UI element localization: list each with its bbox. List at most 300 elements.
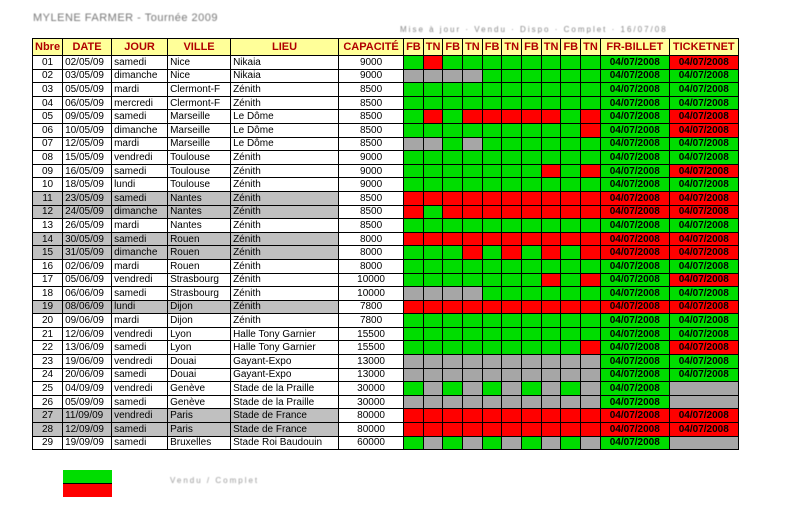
status-cell <box>423 56 443 70</box>
status-cell <box>522 110 542 124</box>
status-cell <box>581 151 601 165</box>
cell-n: 18 <box>33 287 63 301</box>
status-cell <box>463 83 483 97</box>
cell-fr-billet: 04/07/2008 <box>600 110 669 124</box>
status-cell <box>423 355 443 369</box>
status-cell <box>423 178 443 192</box>
cell-n: 23 <box>33 355 63 369</box>
cell-ville: Rouen <box>168 232 231 246</box>
cell-lieu: Stade de France <box>231 409 339 423</box>
status-cell <box>522 355 542 369</box>
table-row <box>33 355 739 369</box>
table-row <box>33 368 739 382</box>
cell-fr-billet: 04/07/2008 <box>600 273 669 287</box>
status-cell <box>581 409 601 423</box>
status-cell <box>561 232 581 246</box>
cell-n: 17 <box>33 273 63 287</box>
status-cell <box>423 368 443 382</box>
cell-cap: 8000 <box>339 259 404 273</box>
status-cell <box>581 83 601 97</box>
status-cell <box>561 151 581 165</box>
status-cell <box>561 355 581 369</box>
status-cell <box>423 164 443 178</box>
status-cell <box>502 191 522 205</box>
status-cell <box>423 409 443 423</box>
status-cell <box>482 395 502 409</box>
status-cell <box>423 382 443 396</box>
table-row <box>33 205 739 219</box>
status-cell <box>522 69 542 83</box>
status-cell <box>482 423 502 437</box>
status-cell <box>522 151 542 165</box>
cell-ville: Lyon <box>168 327 231 341</box>
status-cell <box>443 164 463 178</box>
cell-fr-billet: 04/07/2008 <box>600 327 669 341</box>
status-cell <box>541 110 561 124</box>
cell-ville: Toulouse <box>168 151 231 165</box>
cell-fr-billet: 04/07/2008 <box>600 164 669 178</box>
table-row <box>33 436 739 450</box>
status-cell <box>581 69 601 83</box>
cell-ticketnet: 04/07/2008 <box>669 219 738 233</box>
status-cell <box>502 205 522 219</box>
status-cell <box>522 219 542 233</box>
status-cell <box>561 314 581 328</box>
cell-ville: Douai <box>168 368 231 382</box>
cell-ticketnet: 04/07/2008 <box>669 368 738 382</box>
table-row <box>33 219 739 233</box>
table-row <box>33 314 739 328</box>
status-cell <box>561 395 581 409</box>
cell-ville: Nantes <box>168 219 231 233</box>
table-row <box>33 395 739 409</box>
status-cell <box>404 83 424 97</box>
cell-date: 19/09/09 <box>63 436 112 450</box>
status-cell <box>522 123 542 137</box>
cell-ticketnet: 04/07/2008 <box>669 300 738 314</box>
status-cell <box>561 219 581 233</box>
status-cell <box>463 409 483 423</box>
table-row <box>33 409 739 423</box>
status-cell <box>463 232 483 246</box>
status-cell <box>404 423 424 437</box>
status-cell <box>463 137 483 151</box>
status-cell <box>502 69 522 83</box>
cell-ticketnet: 04/07/2008 <box>669 56 738 70</box>
status-cell <box>502 314 522 328</box>
cell-jour: samedi <box>112 423 168 437</box>
column-header: Nbre <box>33 39 63 56</box>
status-cell <box>522 436 542 450</box>
column-header: FB <box>404 39 424 56</box>
status-cell <box>482 259 502 273</box>
cell-cap: 9000 <box>339 56 404 70</box>
status-cell <box>463 96 483 110</box>
cell-fr-billet: 04/07/2008 <box>600 423 669 437</box>
status-cell <box>541 219 561 233</box>
status-cell <box>482 436 502 450</box>
cell-cap: 8500 <box>339 137 404 151</box>
cell-ville: Dijon <box>168 300 231 314</box>
status-cell <box>423 259 443 273</box>
tour-table <box>32 38 739 450</box>
cell-cap: 7800 <box>339 300 404 314</box>
status-cell <box>443 205 463 219</box>
status-cell <box>502 409 522 423</box>
status-cell <box>463 355 483 369</box>
page-title: MYLENE FARMER - Tournée 2009 <box>33 12 218 24</box>
cell-cap: 8500 <box>339 96 404 110</box>
cell-date: 31/05/09 <box>63 246 112 260</box>
cell-ticketnet: 04/07/2008 <box>669 232 738 246</box>
status-cell <box>443 69 463 83</box>
status-cell <box>423 123 443 137</box>
cell-ville: Bruxelles <box>168 436 231 450</box>
cell-ticketnet: 04/07/2008 <box>669 273 738 287</box>
status-cell <box>443 423 463 437</box>
status-cell <box>581 314 601 328</box>
status-cell <box>482 137 502 151</box>
cell-ticketnet: 04/07/2008 <box>669 96 738 110</box>
status-cell <box>502 56 522 70</box>
cell-ticketnet: 04/07/2008 <box>669 287 738 301</box>
table-row <box>33 327 739 341</box>
status-cell <box>561 273 581 287</box>
status-cell <box>482 314 502 328</box>
cell-date: 12/06/09 <box>63 327 112 341</box>
status-cell <box>522 205 542 219</box>
status-cell <box>541 287 561 301</box>
status-cell <box>482 83 502 97</box>
cell-jour: vendredi <box>112 327 168 341</box>
status-cell <box>423 219 443 233</box>
cell-ville: Toulouse <box>168 178 231 192</box>
status-cell <box>463 191 483 205</box>
column-header: JOUR <box>112 39 168 56</box>
status-cell <box>423 96 443 110</box>
status-cell <box>581 246 601 260</box>
status-cell <box>443 300 463 314</box>
status-cell <box>463 341 483 355</box>
cell-date: 08/06/09 <box>63 300 112 314</box>
status-cell <box>482 110 502 124</box>
cell-date: 05/09/09 <box>63 395 112 409</box>
cell-ticketnet: 04/07/2008 <box>669 259 738 273</box>
cell-lieu: Halle Tony Garnier <box>231 327 339 341</box>
cell-fr-billet: 04/07/2008 <box>600 191 669 205</box>
cell-lieu: Zénith <box>231 191 339 205</box>
cell-n: 13 <box>33 219 63 233</box>
cell-jour: dimanche <box>112 123 168 137</box>
cell-n: 29 <box>33 436 63 450</box>
table-row <box>33 232 739 246</box>
cell-ticketnet: 04/07/2008 <box>669 110 738 124</box>
status-cell <box>404 287 424 301</box>
status-cell <box>561 191 581 205</box>
status-cell <box>404 164 424 178</box>
cell-fr-billet: 04/07/2008 <box>600 395 669 409</box>
cell-lieu: Stade de la Praille <box>231 395 339 409</box>
status-cell <box>443 123 463 137</box>
cell-jour: dimanche <box>112 69 168 83</box>
status-cell <box>581 110 601 124</box>
cell-fr-billet: 04/07/2008 <box>600 259 669 273</box>
cell-jour: vendredi <box>112 382 168 396</box>
status-cell <box>581 96 601 110</box>
cell-date: 12/09/09 <box>63 423 112 437</box>
status-cell <box>541 382 561 396</box>
cell-ticketnet: 04/07/2008 <box>669 355 738 369</box>
cell-fr-billet: 04/07/2008 <box>600 287 669 301</box>
status-cell <box>561 259 581 273</box>
cell-jour: dimanche <box>112 205 168 219</box>
cell-fr-billet: 04/07/2008 <box>600 341 669 355</box>
table-row <box>33 164 739 178</box>
status-cell <box>463 246 483 260</box>
status-cell <box>482 246 502 260</box>
status-cell <box>561 164 581 178</box>
cell-ticketnet: 04/07/2008 <box>669 83 738 97</box>
status-cell <box>541 423 561 437</box>
cell-n: 04 <box>33 96 63 110</box>
table-row <box>33 259 739 273</box>
cell-fr-billet: 04/07/2008 <box>600 151 669 165</box>
status-cell <box>443 341 463 355</box>
status-cell <box>522 137 542 151</box>
status-cell <box>443 137 463 151</box>
cell-ville: Lyon <box>168 341 231 355</box>
cell-cap: 9000 <box>339 178 404 192</box>
cell-ville: Strasbourg <box>168 273 231 287</box>
table-row <box>33 382 739 396</box>
cell-cap: 80000 <box>339 409 404 423</box>
status-cell <box>581 164 601 178</box>
cell-n: 27 <box>33 409 63 423</box>
status-cell <box>423 151 443 165</box>
status-cell <box>522 368 542 382</box>
cell-fr-billet: 04/07/2008 <box>600 83 669 97</box>
status-cell <box>482 151 502 165</box>
table-row <box>33 341 739 355</box>
status-cell <box>404 409 424 423</box>
status-cell <box>522 232 542 246</box>
status-cell <box>463 110 483 124</box>
status-cell <box>423 83 443 97</box>
cell-n: 24 <box>33 368 63 382</box>
table-row <box>33 178 739 192</box>
cell-jour: lundi <box>112 300 168 314</box>
status-cell <box>404 368 424 382</box>
status-cell <box>581 300 601 314</box>
status-cell <box>423 246 443 260</box>
cell-ville: Marseille <box>168 137 231 151</box>
status-cell <box>404 232 424 246</box>
status-cell <box>423 287 443 301</box>
status-cell <box>581 423 601 437</box>
cell-cap: 9000 <box>339 151 404 165</box>
status-cell <box>502 259 522 273</box>
status-cell <box>463 151 483 165</box>
status-cell <box>581 232 601 246</box>
status-cell <box>443 314 463 328</box>
cell-cap: 60000 <box>339 436 404 450</box>
status-cell <box>502 341 522 355</box>
column-header: LIEU <box>231 39 339 56</box>
status-cell <box>482 300 502 314</box>
status-cell <box>423 273 443 287</box>
column-header: DATE <box>63 39 112 56</box>
status-cell <box>561 123 581 137</box>
cell-lieu: Gayant-Expo <box>231 368 339 382</box>
cell-cap: 8500 <box>339 123 404 137</box>
status-cell <box>482 409 502 423</box>
table-row <box>33 137 739 151</box>
status-cell <box>463 314 483 328</box>
cell-date: 12/05/09 <box>63 137 112 151</box>
status-cell <box>443 368 463 382</box>
status-cell <box>404 110 424 124</box>
status-cell <box>561 205 581 219</box>
status-cell <box>482 96 502 110</box>
status-cell <box>541 83 561 97</box>
status-cell <box>522 314 542 328</box>
cell-jour: mercredi <box>112 96 168 110</box>
cell-ticketnet: 04/07/2008 <box>669 409 738 423</box>
status-cell <box>404 273 424 287</box>
status-cell <box>581 355 601 369</box>
status-cell <box>502 287 522 301</box>
cell-jour: samedi <box>112 110 168 124</box>
status-cell <box>522 287 542 301</box>
status-cell <box>581 56 601 70</box>
table-row <box>33 83 739 97</box>
cell-lieu: Zénith <box>231 178 339 192</box>
status-cell <box>502 436 522 450</box>
cell-jour: samedi <box>112 341 168 355</box>
cell-lieu: Halle Tony Garnier <box>231 341 339 355</box>
status-cell <box>502 382 522 396</box>
status-cell <box>443 151 463 165</box>
cell-n: 21 <box>33 327 63 341</box>
cell-ticketnet: 04/07/2008 <box>669 327 738 341</box>
column-header: TICKETNET <box>669 39 738 56</box>
status-cell <box>423 137 443 151</box>
cell-lieu: Stade de France <box>231 423 339 437</box>
status-cell <box>502 178 522 192</box>
status-cell <box>502 83 522 97</box>
status-cell <box>443 409 463 423</box>
cell-n: 16 <box>33 259 63 273</box>
table-row <box>33 423 739 437</box>
cell-jour: lundi <box>112 178 168 192</box>
column-header: FR-BILLET <box>600 39 669 56</box>
cell-n: 06 <box>33 123 63 137</box>
status-cell <box>463 219 483 233</box>
cell-n: 09 <box>33 164 63 178</box>
cell-jour: vendredi <box>112 409 168 423</box>
cell-cap: 8500 <box>339 219 404 233</box>
cell-ville: Strasbourg <box>168 287 231 301</box>
status-cell <box>502 246 522 260</box>
cell-jour: mardi <box>112 137 168 151</box>
table-row <box>33 273 739 287</box>
legend-green <box>63 470 112 483</box>
cell-fr-billet: 04/07/2008 <box>600 232 669 246</box>
status-cell <box>423 205 443 219</box>
status-cell <box>423 314 443 328</box>
cell-ticketnet: 04/07/2008 <box>669 137 738 151</box>
status-cell <box>463 56 483 70</box>
status-cell <box>482 205 502 219</box>
status-cell <box>423 436 443 450</box>
cell-cap: 8500 <box>339 191 404 205</box>
status-cell <box>561 409 581 423</box>
cell-ville: Clermont-F <box>168 96 231 110</box>
column-header: FB <box>522 39 542 56</box>
status-cell <box>404 300 424 314</box>
cell-n: 10 <box>33 178 63 192</box>
cell-fr-billet: 04/07/2008 <box>600 368 669 382</box>
table-row <box>33 151 739 165</box>
status-cell <box>541 205 561 219</box>
cell-fr-billet: 04/07/2008 <box>600 123 669 137</box>
cell-n: 15 <box>33 246 63 260</box>
status-cell <box>522 395 542 409</box>
status-cell <box>423 395 443 409</box>
cell-lieu: Stade Roi Baudouin <box>231 436 339 450</box>
status-cell <box>561 96 581 110</box>
status-cell <box>404 341 424 355</box>
cell-jour: vendredi <box>112 273 168 287</box>
status-cell <box>482 327 502 341</box>
cell-ville: Marseille <box>168 123 231 137</box>
cell-ville: Marseille <box>168 110 231 124</box>
status-cell <box>561 436 581 450</box>
status-cell <box>482 341 502 355</box>
status-cell <box>443 436 463 450</box>
status-cell <box>423 110 443 124</box>
legend-text: Vendu / Complet <box>170 476 260 485</box>
cell-cap: 9000 <box>339 69 404 83</box>
cell-date: 02/06/09 <box>63 259 112 273</box>
status-cell <box>443 287 463 301</box>
cell-n: 28 <box>33 423 63 437</box>
status-cell <box>541 232 561 246</box>
status-cell <box>404 259 424 273</box>
cell-ticketnet: 04/07/2008 <box>669 178 738 192</box>
status-cell <box>423 232 443 246</box>
status-cell <box>443 178 463 192</box>
status-cell <box>541 259 561 273</box>
status-cell <box>404 327 424 341</box>
cell-jour: mardi <box>112 259 168 273</box>
cell-ville: Dijon <box>168 314 231 328</box>
status-cell <box>561 423 581 437</box>
status-cell <box>541 178 561 192</box>
status-cell <box>522 300 542 314</box>
status-cell <box>463 327 483 341</box>
status-cell <box>541 436 561 450</box>
cell-n: 07 <box>33 137 63 151</box>
cell-lieu: Zénith <box>231 246 339 260</box>
status-cell <box>541 69 561 83</box>
status-cell <box>502 273 522 287</box>
table-header-row <box>33 39 739 56</box>
cell-date: 05/06/09 <box>63 273 112 287</box>
status-cell <box>581 395 601 409</box>
cell-cap: 8000 <box>339 246 404 260</box>
status-cell <box>581 205 601 219</box>
